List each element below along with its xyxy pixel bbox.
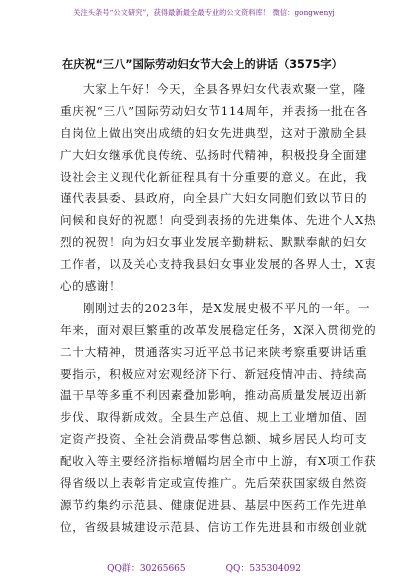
body-line: 重庆祝“三八”国际劳动妇女节114周年，并表扬一批在各 (60, 103, 368, 118)
body-line: 位，省级县城建设示范县、信访工作先进县和市级创业就 (60, 519, 368, 534)
body-line: 设社会主义现代化新征程具有十分重要的意义。在此，我 (60, 169, 368, 184)
body-line: 步伐、取得新成效。全县生产总值、规上工业增加值、固 (60, 410, 368, 425)
body-line: 定资产投资、全社会消费品零售总额、城乡居民人均可支 (60, 432, 368, 447)
qq-number: QQ：535304092 (225, 564, 301, 574)
qq-group-number: QQ群：30265665 (107, 564, 186, 574)
body-line: 问候和良好的祝愿！向受到表扬的先进集体、先进个人X热 (60, 213, 377, 228)
body-line: 刚刚过去的2023年，是X发展史极不平凡的一年。一 (83, 300, 371, 315)
body-line: 源节约集约示范县、健康促进县、基层中医药工作先进单 (60, 497, 368, 512)
body-line: 配收入等主要经济指标增幅均居全市中上游，有X项工作获 (60, 454, 377, 469)
body-line: 自岗位上做出突出成绩的妇女先进典型，这对于激励全县 (60, 125, 368, 140)
promo-header: 关注头条号“公文研究”，获得最新最全最专业的公文资料库！ 微信：gongwenyj (73, 8, 335, 17)
document-title: 在庆祝“三八”国际劳动妇女节大会上的讲话（3575字） (62, 58, 343, 71)
contact-footer (0, 561, 408, 574)
body-line: 大家上午好！今天，全县各界妇女代表欢聚一堂，隆 (83, 82, 366, 96)
body-line: 二十大精神，贯通落实习近平总书记来陕考察重要讲话重 (60, 344, 368, 359)
body-line: 要指示，积极应对宏观经济下行、新冠疫情冲击、持续高 (60, 366, 368, 381)
body-line: 烈的祝贺！向为妇女事业发展辛勤耕耘、默默奉献的妇女 (60, 235, 368, 250)
body-line: 谨代表县委、县政府，向全县广大妇女同胞们致以节日的 (60, 191, 368, 206)
document-body (60, 79, 377, 539)
body-line: 温干旱等多重不利因素叠加影响，推动高质量发展迈出新 (60, 388, 368, 403)
body-line: 工作者，以及关心支持我县妇女事业发展的各界人士，X衷 (60, 257, 377, 272)
body-line: 广大妇女继承优良传统、弘扬时代精神，积极投身全面建 (60, 147, 368, 162)
body-line: 年来，面对艰巨繁重的改革发展稳定任务，X深入贯彻党的 (60, 322, 377, 337)
body-line: 得省级以上表彰肯定或宣传推广。先后荣获国家级自然资 (60, 476, 368, 491)
body-line: 心的感谢！ (60, 279, 122, 294)
